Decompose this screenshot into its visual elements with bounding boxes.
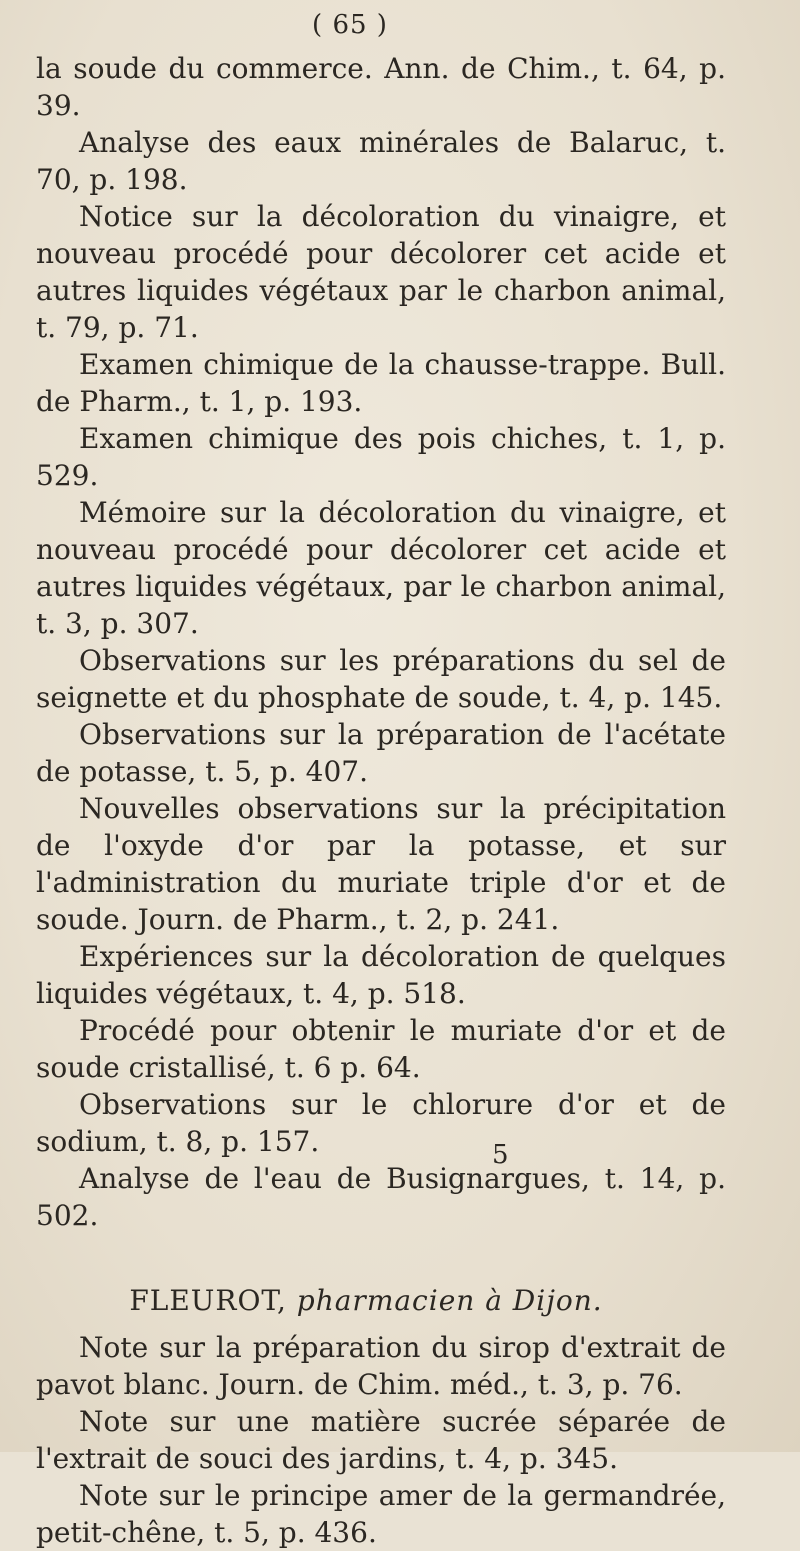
bibliography-entry: Analyse des eaux minérales de Balaruc, t. 70, p. 198. (36, 126, 726, 196)
bibliography-entry: Notice sur la décoloration du vinaigre, et nouveau procédé pour décolorer cet acide et autres liquides végétaux par le charbon animal, t. 79, p. 71. (36, 200, 726, 344)
bibliography-entry: Observations sur le chlorure d'or et de sodium, t. 8, p. 157. (36, 1088, 726, 1158)
bibliography-entry: Procédé pour obtenir le muriate d'or et de soude cristallisé, t. 6 p. 64. (36, 1014, 726, 1084)
bibliography-entry: Note sur le principe amer de la germandrée, petit-chêne, t. 5, p. 436. (36, 1479, 726, 1549)
author-heading (36, 1282, 726, 1319)
bibliography-entry: Nouvelles observations sur la précipitation de l'oxyde d'or par la potasse, et sur l'administration du muriate triple d'or et de soude. Journ. de Pharm., t. 2, p. 241. (36, 792, 726, 936)
bibliography-entry: la soude du commerce. Ann. de Chim., t. 64, p. 39. (36, 52, 726, 122)
bibliography-text (36, 50, 726, 1551)
bibliography-entry: Mémoire sur la décoloration du vinaigre, et nouveau procédé pour décolorer cet acide et autres liquides végétaux, par le charbon animal, t. 3, p. 307. (36, 496, 726, 640)
bibliography-entry: Examen chimique de la chausse-trappe. Bull. de Pharm., t. 1, p. 193. (36, 348, 726, 418)
bibliography-entry: Analyse de l'eau de Busignargues, t. 14, p. 502. (36, 1162, 726, 1232)
bibliography-entry: Note sur la préparation du sirop d'extrait de pavot blanc. Journ. de Chim. méd., t. 3, p. 76. (36, 1331, 726, 1401)
bibliography-entry: Note sur une matière sucrée séparée de l'extrait de souci des jardins, t. 4, p. 345. (36, 1405, 726, 1475)
bibliography-entry: Expériences sur la décoloration de quelques liquides végétaux, t. 4, p. 518. (36, 940, 726, 1010)
bibliography-entry: Examen chimique des pois chiches, t. 1, p. 529. (36, 422, 726, 492)
page-number: ( 65 ) (312, 10, 388, 40)
author-role: pharmacien à Dijon. (296, 1284, 603, 1317)
bibliography-entry: Observations sur la préparation de l'acétate de potasse, t. 5, p. 407. (36, 718, 726, 788)
bibliography-entry: Observations sur les préparations du sel de seignette et du phosphate de soude, t. 4, p. 145. (36, 644, 726, 714)
author-name: FLEUROT, (129, 1284, 287, 1317)
signature-mark: 5 (492, 1140, 509, 1170)
